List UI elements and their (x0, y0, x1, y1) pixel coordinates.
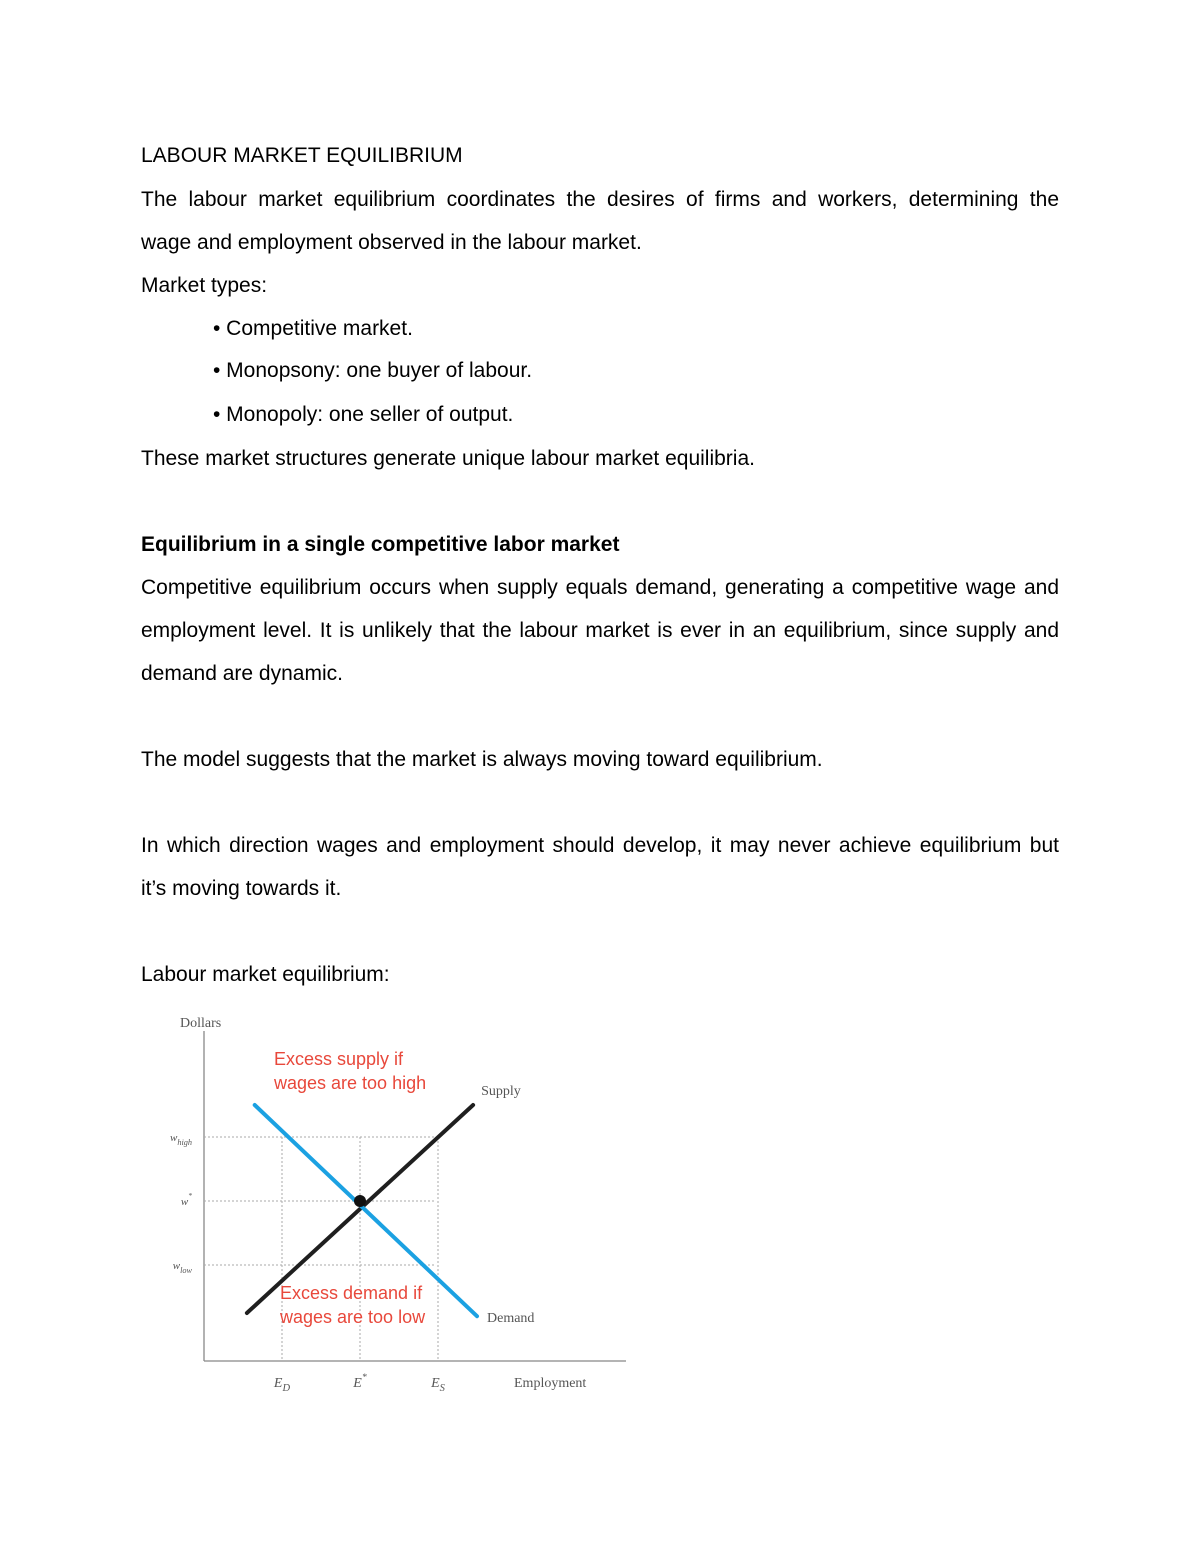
market-types-label: Market types: (141, 274, 268, 297)
annotation-top-line-2: wages are too high (274, 1073, 427, 1093)
bullet-item-monopoly: • Monopoly: one seller of output. (213, 403, 514, 426)
x-axis-label: Employment (514, 1376, 587, 1391)
competitive-paragraph-line-1: Competitive equilibrium occurs when supply equals demand, generating a competitive wage and (141, 576, 1059, 599)
annotation-bottom-line-2: wages are too low (280, 1307, 426, 1327)
direction-paragraph-line-1: In which direction wages and employment should develop, it may never achieve equilibrium but (141, 834, 1059, 857)
x-tick-label-2: $E_S$ (431, 1376, 445, 1394)
intro-paragraph-line-2: wage and employment observed in the labour market. (141, 231, 642, 254)
labour-market-chart (150, 1005, 640, 1405)
document-title: LABOUR MARKET EQUILIBRIUM (141, 144, 463, 167)
competitive-paragraph-line-2: employment level. It is unlikely that the labour market is ever in an equilibrium, since supply and (141, 619, 1059, 642)
y-axis-label: Dollars (180, 1016, 222, 1031)
chart-svg (150, 1005, 640, 1405)
demand-label: Demand (487, 1311, 535, 1327)
bullet-item-competitive: • Competitive market. (213, 317, 413, 340)
model-sentence: The model suggests that the market is always moving toward equilibrium. (141, 748, 823, 771)
annotation-top-line-1: Excess supply if (274, 1049, 404, 1069)
x-tick-label-0: $E_D$ (273, 1376, 291, 1394)
intro-paragraph-line-1: The labour market equilibrium coordinates the desires of firms and workers, determining the (141, 188, 1059, 211)
supply-label: Supply (481, 1084, 521, 1099)
equilibrium-point (354, 1195, 366, 1207)
figure-caption: Labour market equilibrium: (141, 963, 390, 986)
structures-sentence: These market structures generate unique labour market equilibria. (141, 447, 755, 470)
y-tick-label-2: $w_{low}$ (172, 1260, 192, 1275)
direction-paragraph-line-2: it’s moving towards it. (141, 877, 342, 900)
y-tick-label-0: $w_{high}$ (169, 1132, 192, 1147)
y-tick-label-1: w* (180, 1191, 192, 1208)
annotation-bottom-line-1: Excess demand if (280, 1283, 423, 1303)
x-tick-label-1: E* (353, 1372, 367, 1391)
bullet-item-monopsony: • Monopsony: one buyer of labour. (213, 359, 533, 382)
competitive-paragraph-line-3: demand are dynamic. (141, 662, 343, 685)
section-heading: Equilibrium in a single competitive labor market (141, 533, 620, 556)
